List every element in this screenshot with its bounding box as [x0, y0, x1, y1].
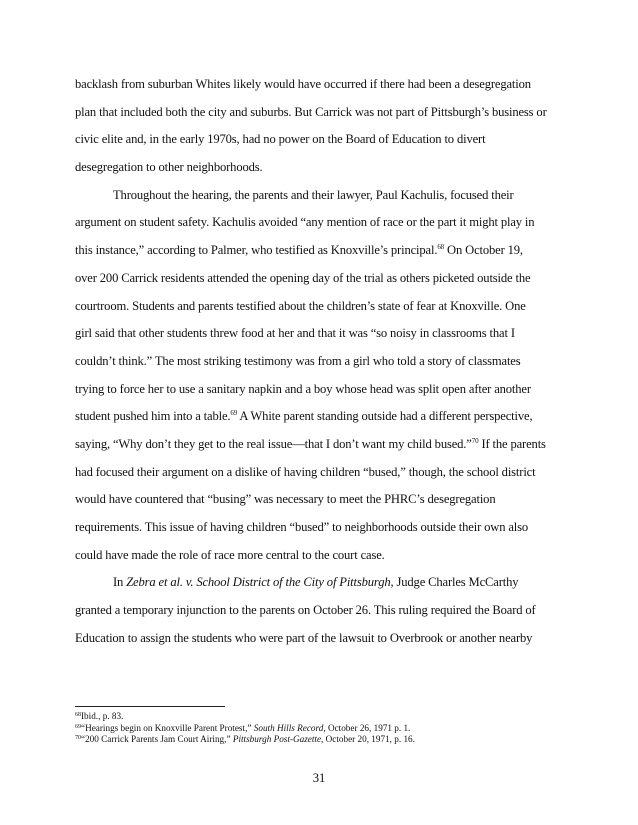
- footnote-text: , October 26, 1971 p. 1.: [323, 722, 411, 733]
- text-line: [75, 431, 565, 459]
- paragraph-start-line: Throughout the hearing, the parents and their lawyer, Paul Kachulis, focused their: [113, 187, 514, 202]
- text-segment: student pushed him into a table.: [75, 409, 231, 424]
- text-segment: On October 19,: [444, 243, 523, 258]
- text-line: trying to force her to use a sanitary napkin and a boy whose head was split open after another: [75, 381, 531, 396]
- text-line: courtroom. Students and parents testified about the children’s state of fear at Knoxville. One: [75, 298, 526, 313]
- publication-title: South Hills Record: [253, 722, 324, 733]
- text-line: couldn’t think.” The most striking testimony was from a girl who told a story of classmates: [75, 353, 521, 368]
- publication-title: Pittsburgh Post-Gazette: [232, 734, 322, 744]
- footnote-70: [75, 734, 575, 746]
- page-number: 31: [312, 771, 326, 785]
- footnote-separator: [75, 706, 225, 707]
- text-segment: saying, “Why don’t they get to the real issue—that I don’t want my child bused.”: [75, 436, 472, 451]
- footnote-number: 69: [75, 723, 81, 730]
- footnote-number: 70: [75, 735, 81, 741]
- text-segment: In: [113, 575, 127, 590]
- footnote-text: Ibid., p. 83.: [81, 711, 124, 721]
- text-line: [75, 237, 565, 265]
- footnote-ref-70[interactable]: 70: [471, 436, 479, 445]
- body-text: [75, 71, 565, 652]
- footnote-68: [75, 711, 575, 723]
- text-segment: this instance,” according to Palmer, who testified as Knoxville’s principal.: [75, 243, 438, 258]
- text-line: plan that included both the city and suburbs. But Carrick was not part of Pittsburgh’s business or: [75, 104, 547, 119]
- footnote-text: “Hearings begin on Knoxville Parent Protest,”: [81, 722, 254, 733]
- text-line: could have made the role of race more central to the court case.: [75, 547, 385, 562]
- text-segment: , Judge Charles McCarthy: [390, 575, 519, 590]
- text-line: [75, 403, 565, 431]
- text-line: requirements. This issue of having children “bused” to neighborhoods outside their own also: [75, 520, 529, 534]
- text-line: had focused their argument on a dislike of having children “bused,” though, the school district: [75, 464, 536, 479]
- footnotes: [75, 711, 575, 746]
- text-segment: A White parent standing outside had a different perspective,: [237, 409, 533, 424]
- text-line: backlash from suburban Whites likely would have occurred if there had been a desegregation: [75, 77, 531, 91]
- text-line: desegregation to other neighborhoods.: [75, 160, 263, 175]
- text-line: girl said that other students threw food at her and that it was “so noisy in classrooms that I: [75, 326, 515, 341]
- text-segment: If the parents: [478, 436, 546, 451]
- text-line: civic elite and, in the early 1970s, had no power on the Board of Education to divert: [75, 132, 486, 147]
- case-title: Zebra et al. v. School District of the City of Pittsburgh: [126, 575, 391, 590]
- footnote-text: “200 Carrick Parents Jam Court Airing,”: [81, 734, 233, 744]
- footnote-text: , October 20, 1971, p. 16.: [321, 734, 415, 744]
- paragraph-start-line: [75, 569, 565, 597]
- text-line: Education to assign the students who were part of the lawsuit to Overbrook or another nearby: [75, 630, 533, 645]
- text-line: granted a temporary injunction to the parents on October 26. This ruling required the Board of: [75, 603, 536, 618]
- footnote-number: 68: [75, 712, 81, 718]
- footnote-69: [75, 723, 575, 735]
- footnote-ref-68[interactable]: 68: [437, 243, 445, 252]
- text-line: would have countered that “busing” was necessary to meet the PHRC’s desegregation: [75, 492, 496, 507]
- text-line: argument on student safety. Kachulis avoided “any mention of race or the part it might play in: [75, 215, 535, 230]
- footnote-ref-69[interactable]: 69: [230, 409, 238, 418]
- text-line: over 200 Carrick residents attended the opening day of the trial as others picketed outside the: [75, 270, 531, 285]
